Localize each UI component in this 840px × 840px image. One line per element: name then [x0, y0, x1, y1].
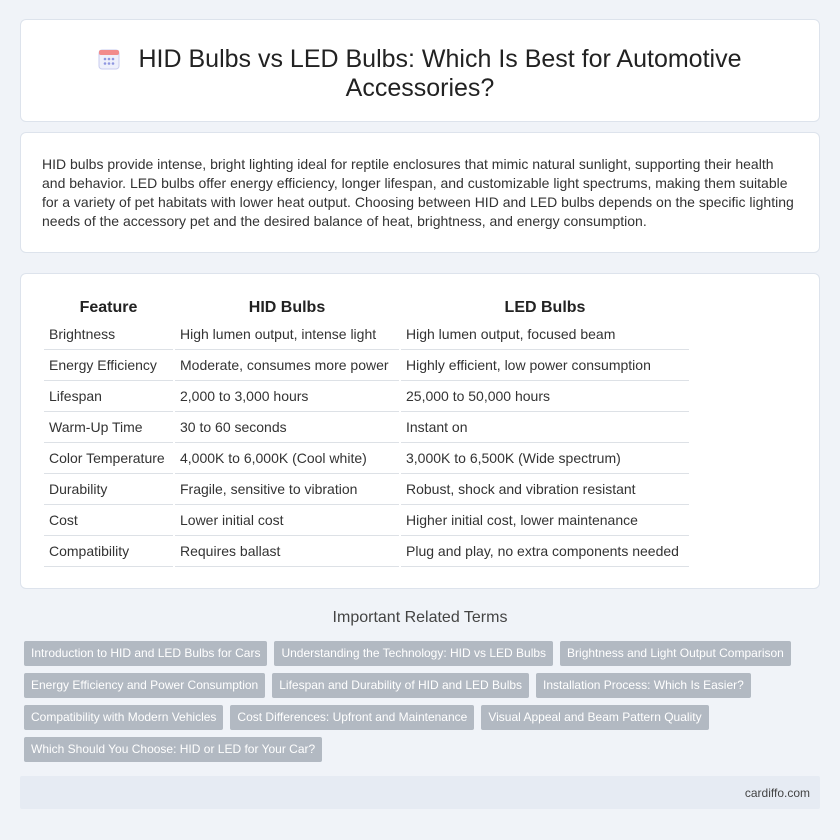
cell-feature: Durability	[44, 474, 173, 505]
cell-led: Plug and play, no extra components needed	[401, 536, 689, 567]
cell-hid: 4,000K to 6,000K (Cool white)	[175, 443, 399, 474]
table-row	[44, 443, 689, 474]
cell-feature: Brightness	[44, 319, 173, 350]
related-term-tag[interactable]: Compatibility with Modern Vehicles	[24, 705, 223, 730]
related-term-tag[interactable]: Lifespan and Durability of HID and LED Bulbs	[272, 673, 529, 698]
related-term-tag[interactable]: Visual Appeal and Beam Pattern Quality	[481, 705, 708, 730]
related-term-tag[interactable]: Cost Differences: Upfront and Maintenance	[230, 705, 474, 730]
cell-led: Highly efficient, low power consumption	[401, 350, 689, 381]
cell-hid: High lumen output, intense light	[175, 319, 399, 350]
footer-site-link[interactable]: cardiffo.com	[744, 786, 810, 800]
related-term-tag[interactable]: Understanding the Technology: HID vs LED Bulbs	[274, 641, 553, 666]
table-row	[44, 412, 689, 443]
cell-led: Robust, shock and vibration resistant	[401, 474, 689, 505]
footer	[20, 776, 820, 809]
cell-feature: Compatibility	[44, 536, 173, 567]
cell-hid: 30 to 60 seconds	[175, 412, 399, 443]
table-row	[44, 505, 689, 536]
cell-led: 25,000 to 50,000 hours	[401, 381, 689, 412]
related-term-tag[interactable]: Energy Efficiency and Power Consumption	[24, 673, 265, 698]
page-title	[21, 45, 819, 103]
table-header-row	[44, 295, 689, 319]
table-row	[44, 319, 689, 350]
cell-led: 3,000K to 6,500K (Wide spectrum)	[401, 443, 689, 474]
cell-hid: Fragile, sensitive to vibration	[175, 474, 399, 505]
cell-feature: Lifespan	[44, 381, 173, 412]
intro-paragraph: HID bulbs provide intense, bright lighting ideal for reptile enclosures that mimic natural sunlight, supporting their health and behavior. LED bulbs offer energy efficiency, longer lifespan, and customizable light spectrums, making them suitable for a variety of pet habitats with lower heat output. Choosing between HID and LED bulbs depends on the specific lighting needs of the accessory pet and the desired balance of heat, brightness, and energy consumption.	[42, 156, 794, 229]
table-row	[44, 536, 689, 567]
related-terms-list	[24, 641, 804, 769]
related-terms-heading: Important Related Terms	[332, 609, 508, 626]
cell-feature: Cost	[44, 505, 173, 536]
cell-led: Instant on	[401, 412, 689, 443]
header-led: LED Bulbs	[504, 299, 586, 316]
related-term-tag[interactable]: Brightness and Light Output Comparison	[560, 641, 791, 666]
calendar-icon	[98, 48, 120, 70]
cell-led: High lumen output, focused beam	[401, 319, 689, 350]
cell-hid: Moderate, consumes more power	[175, 350, 399, 381]
intro-card	[20, 132, 820, 253]
cell-hid: 2,000 to 3,000 hours	[175, 381, 399, 412]
cell-hid: Requires ballast	[175, 536, 399, 567]
page-title-text: HID Bulbs vs LED Bulbs: Which Is Best for Automotive Accessories?	[138, 45, 742, 102]
table-row	[44, 381, 689, 412]
related-term-tag[interactable]: Introduction to HID and LED Bulbs for Cars	[24, 641, 267, 666]
related-term-tag[interactable]: Installation Process: Which Is Easier?	[536, 673, 751, 698]
table-row	[44, 350, 689, 381]
cell-hid: Lower initial cost	[175, 505, 399, 536]
header-feature: Feature	[79, 299, 138, 316]
comparison-card	[20, 273, 820, 589]
cell-feature: Energy Efficiency	[44, 350, 173, 381]
cell-feature: Warm-Up Time	[44, 412, 173, 443]
title-card	[20, 19, 820, 122]
table-row	[44, 474, 689, 505]
comparison-table	[42, 295, 691, 567]
related-term-tag[interactable]: Which Should You Choose: HID or LED for Your Car?	[24, 737, 322, 762]
header-hid: HID Bulbs	[248, 299, 326, 316]
cell-feature: Color Temperature	[44, 443, 173, 474]
cell-led: Higher initial cost, lower maintenance	[401, 505, 689, 536]
